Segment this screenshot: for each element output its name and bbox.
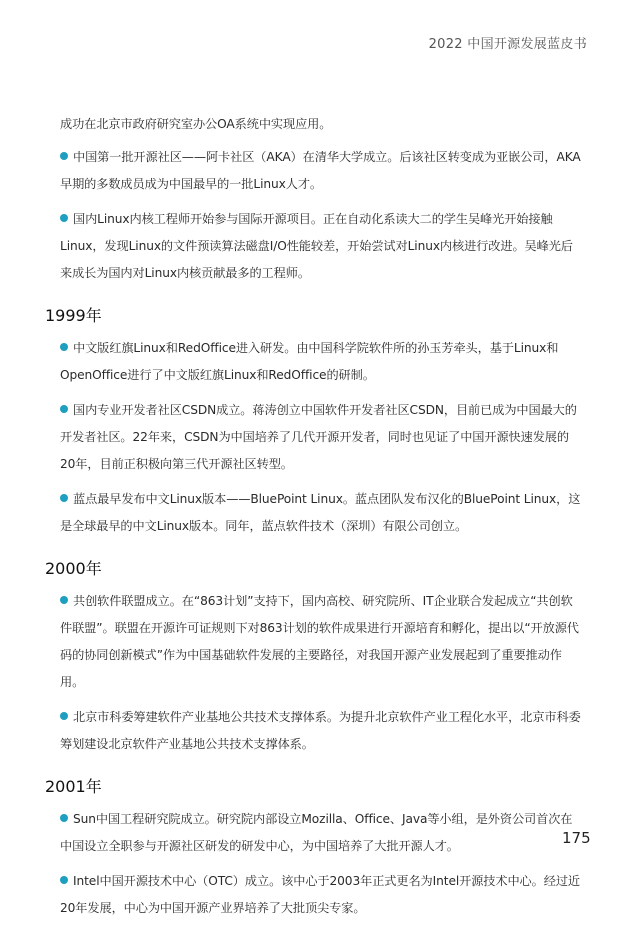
timeline-item: 蓝点最早发布中文Linux版本——BluePoint Linux。蓝点团队发布汉化的BluePoint Linux，这是全球最早的中文Linux版本。同年，蓝点软件技术（深圳）有限公司创立。: [60, 492, 581, 533]
bullet-icon: [60, 876, 68, 884]
bullet-icon: [60, 405, 68, 413]
bullet-icon: [60, 712, 68, 720]
bullet-icon: [60, 596, 68, 604]
paragraph-continuation: 成功在北京市政府研究室办公OA系统中实现应用。: [60, 117, 332, 131]
year-heading-2001: 2001年: [45, 777, 102, 796]
bullet-icon: [60, 152, 68, 160]
timeline-item: 国内Linux内核工程师开始参与国际开源项目。正在自动化系读大二的学生吴峰光开始接触Linux，发现Linux的文件预读算法磁盘I/O性能较差，开始尝试对Linux内核进行改进。吴峰光后来成长为国内对Linux内核贡献最多的工程师。: [60, 212, 573, 280]
page-number: 175: [562, 829, 591, 847]
year-heading-1999: 1999年: [45, 306, 102, 325]
timeline-item: 国内专业开发者社区CSDN成立。蒋涛创立中国软件开发者社区CSDN，目前已成为中国最大的开发者社区。22年来，CSDN为中国培养了几代开源开发者，同时也见证了中国开源快速发展的20年，目前正积极向第三代开源社区转型。: [60, 403, 577, 471]
bullet-icon: [60, 343, 68, 351]
timeline-item: Intel中国开源技术中心（OTC）成立。该中心于2003年正式更名为Intel开源技术中心。经过近20年发展，中心为中国开源产业界培养了大批顶尖专家。: [60, 874, 580, 915]
running-header: 2022 中国开源发展蓝皮书: [428, 37, 587, 52]
timeline-item: 中文版红旗Linux和RedOffice进入研发。由中国科学院软件所的孙玉芳牵头，基于Linux和OpenOffice进行了中文版红旗Linux和RedOffice的研制。: [60, 341, 559, 382]
bullet-icon: [60, 814, 68, 822]
bullet-icon: [60, 494, 68, 502]
timeline-item: 中国第一批开源社区——阿卡社区（AKA）在清华大学成立。后该社区转变成为亚嵌公司，AKA早期的多数成员成为中国最早的一批Linux人才。: [60, 150, 581, 191]
year-heading-2000: 2000年: [45, 559, 102, 578]
timeline-item: 北京市科委筹建软件产业基地公共技术支撑体系。为提升北京软件产业工程化水平，北京市科委筹划建设北京软件产业基地公共技术支撑体系。: [60, 710, 581, 751]
page-body: [45, 111, 582, 930]
bullet-icon: [60, 214, 68, 222]
timeline-item: 共创软件联盟成立。在“863计划”支持下，国内高校、研究院所、IT企业联合发起成立“共创软件联盟”。联盟在开源许可证规则下对863计划的软件成果进行开源培育和孵化，提出以“开放源代码的协同创新模式”作为中国基础软件发展的主要路径，对我国开源产业发展起到了重要推动作用。: [60, 594, 579, 689]
timeline-item: Sun中国工程研究院成立。研究院内部设立Mozilla、Office、Java等小组，是外资公司首次在中国设立全职参与开源社区研发的研发中心，为中国培养了大批开源人才。: [60, 812, 573, 853]
